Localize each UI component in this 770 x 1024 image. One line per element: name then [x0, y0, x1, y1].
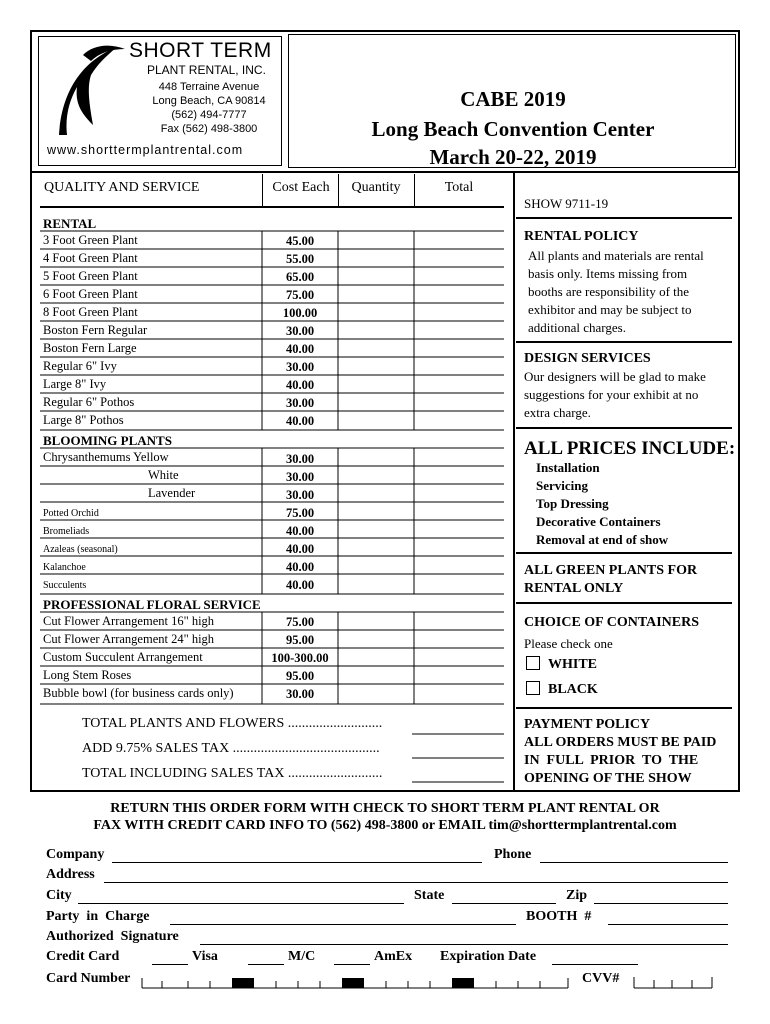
col-header-quantity: Quantity — [351, 180, 401, 195]
expiration-label: Expiration Date — [440, 949, 537, 964]
rental-policy-line: booths are responsibility of the — [528, 284, 690, 299]
party-in-charge-label: Party in Charge — [46, 909, 150, 924]
payment-policy-title: PAYMENT POLICY — [524, 717, 651, 732]
prices-include-item: Removal at end of show — [536, 532, 669, 547]
return-instructions-line2: FAX WITH CREDIT CARD INFO TO (562) 498-3800 or EMAIL tim@shorttermplantrental.com — [93, 818, 677, 833]
item-price: 55.00 — [285, 252, 315, 266]
amex-checkline[interactable] — [334, 964, 370, 965]
white-container-label: WHITE — [548, 657, 598, 672]
state-field[interactable] — [452, 903, 556, 904]
prices-include-item: Installation — [536, 460, 600, 475]
green-plants-note: ALL GREEN PLANTS FOR — [524, 563, 698, 578]
sales-tax-label: ADD 9.75% SALES TAX .......................................... — [82, 741, 380, 756]
address-field-label: Address — [46, 867, 95, 882]
rental-policy-line: exhibitor and may be subject to — [528, 302, 692, 317]
item-name: 6 Foot Green Plant — [43, 287, 138, 301]
item-name: Large 8" Ivy — [43, 377, 107, 391]
item-name: Bromeliads — [43, 526, 90, 537]
item-name: Regular 6" Pothos — [43, 395, 135, 409]
containers-note: Please check one — [524, 636, 613, 651]
prices-include-item: Top Dressing — [536, 496, 609, 511]
rental-policy-line: All plants and materials are rental — [528, 248, 704, 263]
side-divider — [516, 427, 732, 429]
col-header-total: Total — [444, 180, 474, 195]
item-name: 3 Foot Green Plant — [43, 233, 138, 247]
payment-policy-line: OPENING OF THE SHOW — [524, 771, 692, 786]
design-services-title: DESIGN SERVICES — [524, 351, 651, 366]
item-name: Bubble bowl (for business cards only) — [43, 686, 234, 700]
item-name: 4 Foot Green Plant — [43, 251, 138, 265]
company-name: SHORT TERM — [129, 39, 272, 62]
show-number: SHOW 9711-19 — [524, 196, 609, 211]
item-name: Long Stem Roses — [43, 668, 132, 682]
credit-card-label: Credit Card — [46, 949, 120, 964]
item-price: 30.00 — [285, 360, 315, 374]
item-price: 100-300.00 — [271, 651, 329, 665]
event-dates: March 20-22, 2019 — [429, 145, 597, 169]
item-name: Large 8" Pothos — [43, 413, 124, 427]
section-blooming-heading: BLOOMING PLANTS — [43, 433, 172, 448]
amex-label: AmEx — [374, 949, 413, 964]
company-field-label: Company — [46, 847, 105, 862]
item-name: Boston Fern Regular — [43, 323, 148, 337]
item-price: 40.00 — [285, 542, 315, 556]
item-name: Kalanchoe — [43, 562, 86, 573]
item-price: 30.00 — [285, 324, 315, 338]
company-address-line2: Long Beach, CA 90814 — [152, 95, 266, 107]
return-instructions-line1: RETURN THIS ORDER FORM WITH CHECK TO SHORT TERM PLANT RENTAL OR — [110, 801, 660, 816]
zip-field-label: Zip — [566, 888, 588, 903]
total-with-tax-label: TOTAL INCLUDING SALES TAX ........................... — [82, 766, 383, 781]
item-price: 45.00 — [285, 234, 315, 248]
item-name: Succulents — [43, 580, 87, 591]
card-number-label: Card Number — [46, 971, 131, 986]
rental-policy-line: additional charges. — [528, 320, 626, 335]
prices-include-item: Servicing — [536, 478, 588, 493]
item-price: 95.00 — [285, 633, 315, 647]
signature-field[interactable] — [200, 944, 728, 945]
item-name: Potted Orchid — [43, 508, 99, 519]
side-divider — [516, 552, 732, 554]
item-price: 65.00 — [285, 270, 315, 284]
company-fax: Fax (562) 498-3800 — [160, 123, 258, 135]
prices-include-title: ALL PRICES INCLUDE: — [524, 438, 736, 459]
prices-include-item: Decorative Containers — [536, 514, 661, 529]
party-in-charge-field[interactable] — [170, 924, 516, 925]
visa-label: Visa — [192, 949, 218, 964]
item-name: 8 Foot Green Plant — [43, 305, 138, 319]
black-container-checkbox[interactable] — [526, 681, 540, 695]
item-name: 5 Foot Green Plant — [43, 269, 138, 283]
item-price: 100.00 — [282, 306, 318, 320]
item-price: 30.00 — [285, 470, 315, 484]
city-field-label: City — [46, 888, 72, 903]
item-price: 75.00 — [285, 615, 315, 629]
booth-field[interactable] — [608, 924, 728, 925]
cvv-field[interactable] — [632, 975, 716, 991]
company-field[interactable] — [112, 862, 482, 863]
side-divider — [516, 217, 732, 219]
item-price: 30.00 — [285, 687, 315, 701]
design-services-line: Our designers will be glad to make — [524, 369, 706, 384]
item-price: 40.00 — [285, 578, 315, 592]
total-plants-label: TOTAL PLANTS AND FLOWERS ........................... — [82, 716, 383, 731]
col-header-service: QUALITY AND SERVICE — [44, 180, 200, 195]
white-container-checkbox[interactable] — [526, 656, 540, 670]
section-floral-heading: PROFESSIONAL FLORAL SERVICE — [43, 597, 261, 612]
item-price: 95.00 — [285, 669, 315, 683]
side-divider — [516, 341, 732, 343]
item-price: 40.00 — [285, 560, 315, 574]
payment-policy-line: ALL ORDERS MUST BE PAID — [524, 735, 717, 750]
col-header-cost: Cost Each — [272, 180, 330, 195]
rental-policy-title: RENTAL POLICY — [524, 229, 639, 244]
item-name: Regular 6" Ivy — [43, 359, 117, 373]
side-divider — [516, 602, 732, 604]
expiration-field[interactable] — [552, 964, 638, 965]
item-price: 75.00 — [285, 506, 315, 520]
cvv-label: CVV# — [582, 971, 620, 986]
phone-field-label: Phone — [494, 847, 532, 862]
card-number-field[interactable] — [140, 975, 580, 991]
item-price: 40.00 — [285, 378, 315, 392]
design-services-line: suggestions for your exhibit at no — [524, 387, 699, 402]
design-services-line: extra charge. — [524, 405, 591, 420]
item-price: 30.00 — [285, 396, 315, 410]
item-price: 40.00 — [285, 414, 315, 428]
item-name: Cut Flower Arrangement 24" high — [43, 632, 215, 646]
item-name: Azaleas (seasonal) — [43, 544, 118, 555]
signature-field-label: Authorized Signature — [46, 929, 179, 944]
item-name: Custom Succulent Arrangement — [43, 650, 203, 664]
payment-policy-line: IN FULL PRIOR TO THE — [524, 753, 699, 768]
zip-field[interactable] — [594, 903, 728, 904]
item-name: White — [148, 468, 179, 482]
containers-title: CHOICE OF CONTAINERS — [524, 615, 700, 630]
event-venue: Long Beach Convention Center — [371, 117, 655, 141]
item-price: 30.00 — [285, 488, 315, 502]
item-price: 30.00 — [285, 452, 315, 466]
mc-checkline[interactable] — [248, 964, 284, 965]
company-subtitle: PLANT RENTAL, INC. — [147, 63, 266, 77]
mc-label: M/C — [288, 949, 316, 964]
city-field[interactable] — [78, 903, 404, 904]
item-price: 40.00 — [285, 342, 315, 356]
address-field[interactable] — [104, 882, 728, 883]
section-rental-heading: RENTAL — [43, 216, 97, 231]
item-price: 40.00 — [285, 524, 315, 538]
state-field-label: State — [414, 888, 445, 903]
phone-field[interactable] — [540, 862, 728, 863]
side-divider — [516, 707, 732, 709]
rental-policy-line: basis only. Items missing from — [528, 266, 688, 281]
green-plants-note: RENTAL ONLY — [524, 581, 624, 596]
company-phone: (562) 494-7777 — [171, 109, 247, 121]
item-name: Cut Flower Arrangement 16" high — [43, 614, 215, 628]
company-website[interactable]: www.shorttermplantrental.com — [47, 143, 244, 157]
black-container-label: BLACK — [548, 682, 598, 697]
event-name: CABE 2019 — [460, 87, 566, 111]
item-price: 75.00 — [285, 288, 315, 302]
item-name: Chrysanthemums Yellow — [43, 450, 169, 464]
booth-field-label: BOOTH # — [526, 909, 592, 924]
company-address-line1: 448 Terraine Avenue — [158, 81, 260, 93]
item-name: Lavender — [148, 486, 196, 500]
visa-checkline[interactable] — [152, 964, 188, 965]
item-name: Boston Fern Large — [43, 341, 137, 355]
